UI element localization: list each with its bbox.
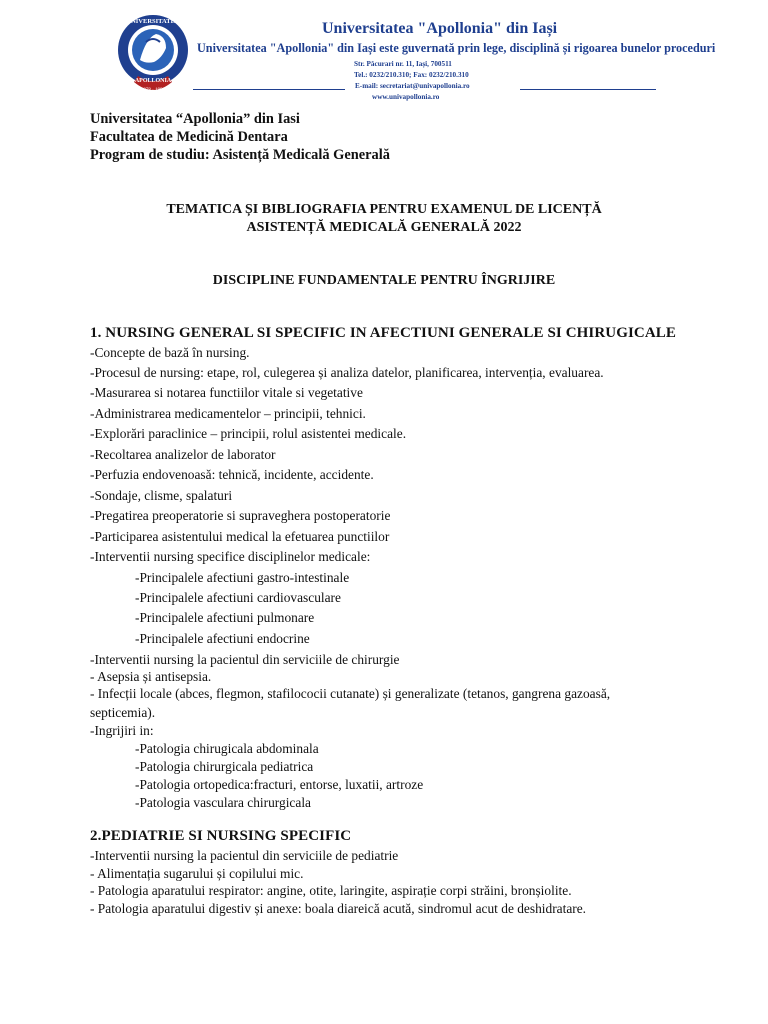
list-subitem: -Patologia chirurgicala pediatrica — [135, 759, 314, 774]
list-item: -Participarea asistentului medical la efetuarea punctiilor — [90, 529, 390, 544]
list-subitem: -Patologia chirugicala abdominala — [135, 741, 319, 756]
list-item: - Asepsia și antisepsia. — [90, 669, 212, 684]
list-item: -Ingrijiri in: — [90, 723, 154, 738]
letterhead-university-name: Universitatea "Apollonia" din Iași — [322, 20, 558, 37]
letterhead-web: www.univapollonia.ro — [372, 93, 440, 101]
list-item: -Sondaje, clisme, spalaturi — [90, 488, 233, 503]
letterhead-phone: Tel.: 0232/210.310; Fax: 0232/210.310 — [354, 71, 469, 79]
discipline-heading: DISCIPLINE FUNDAMENTALE PENTRU ÎNGRIJIRE — [212, 273, 556, 288]
list-item: -Perfuzia endovenoasă: tehnică, incidente, accidente. — [90, 467, 374, 482]
list-item: -Procesul de nursing: etape, rol, culegerea și analiza datelor, planificarea, intervenția, evaluarea. — [90, 365, 604, 380]
document-title-line1: TEMATICA ȘI BIBLIOGRAFIA PENTRU EXAMENUL DE LICENȚĂ — [166, 202, 602, 217]
list-item: -Explorări paraclinice – principii, rolul asistentei medicale. — [90, 426, 407, 441]
list-item-continuation: septicemia). — [90, 705, 156, 720]
document-title-line2: ASISTENȚĂ MEDICALĂ GENERALĂ 2022 — [246, 220, 522, 235]
letterhead-motto: Universitatea "Apollonia" din Iași este guvernată prin lege, disciplină și rigoarea bunelor proceduri — [197, 41, 716, 55]
list-subitem: -Principalele afectiuni pulmonare — [135, 610, 315, 625]
list-item: -Masurarea si notarea functiilor vitale si vegetative — [90, 385, 363, 400]
list-item: - Patologia aparatului respirator: angine, otite, laringite, aspirație corpi străini, bronșiolite. — [90, 883, 572, 898]
list-item: - Alimentația sugarului și copilului mic. — [90, 866, 304, 881]
university-logo — [116, 12, 190, 96]
list-item: -Interventii nursing specifice disciplinelor medicale: — [90, 549, 371, 564]
list-item: -Pregatirea preoperatorie si supraveghera postoperatorie — [90, 508, 391, 523]
letterhead-email: E-mail: secretariat@univapollonia.ro — [355, 82, 470, 90]
list-item: - Patologia aparatului digestiv și anexe: boala diareică acută, sindromul acut de deshidratare. — [90, 901, 587, 916]
letterhead — [0, 0, 768, 110]
institution-name: Universitatea “Apollonia” din Iasi — [90, 111, 300, 127]
list-subitem: -Principalele afectiuni endocrine — [135, 631, 310, 646]
list-item: -Interventii nursing la pacientul din serviciile de chirurgie — [90, 652, 400, 667]
list-subitem: -Principalele afectiuni cardiovasculare — [135, 590, 341, 605]
list-item: -Interventii nursing la pacientul din serviciile de pediatrie — [90, 848, 399, 863]
section-2-heading: 2.PEDIATRIE SI NURSING SPECIFIC — [90, 828, 352, 844]
list-subitem: -Patologia ortopedica:fracturi, entorse, luxatii, artroze — [135, 777, 424, 792]
logo-years: 1878 · 1990 — [140, 88, 166, 93]
study-program: Program de studiu: Asistență Medicală Generală — [90, 147, 390, 163]
list-item: -Concepte de bază în nursing. — [90, 345, 250, 360]
letterhead-divider-left — [193, 89, 345, 90]
logo-text-top: UNIVERSITATEA — [126, 18, 180, 25]
letterhead-divider-right — [520, 89, 656, 90]
list-item: -Recoltarea analizelor de laborator — [90, 447, 276, 462]
letterhead-address: Str. Păcurari nr. 11, Iași, 700511 — [354, 60, 452, 68]
list-item: - Infecții locale (abces, flegmon, stafilococii cutanate) și generalizate (tetanos, gangrena gazoasă, — [90, 686, 611, 701]
list-subitem: -Patologia vasculara chirurgicala — [135, 795, 311, 810]
list-item: -Administrarea medicamentelor – principii, tehnici. — [90, 406, 366, 421]
logo-text-bottom: APOLLONIA — [134, 78, 172, 84]
list-subitem: -Principalele afectiuni gastro-intestinale — [135, 570, 350, 585]
section-1-heading: 1. NURSING GENERAL SI SPECIFIC IN AFECTIUNI GENERALE SI CHIRUGICALE — [90, 325, 676, 341]
faculty-name: Facultatea de Medicină Dentara — [90, 129, 288, 145]
